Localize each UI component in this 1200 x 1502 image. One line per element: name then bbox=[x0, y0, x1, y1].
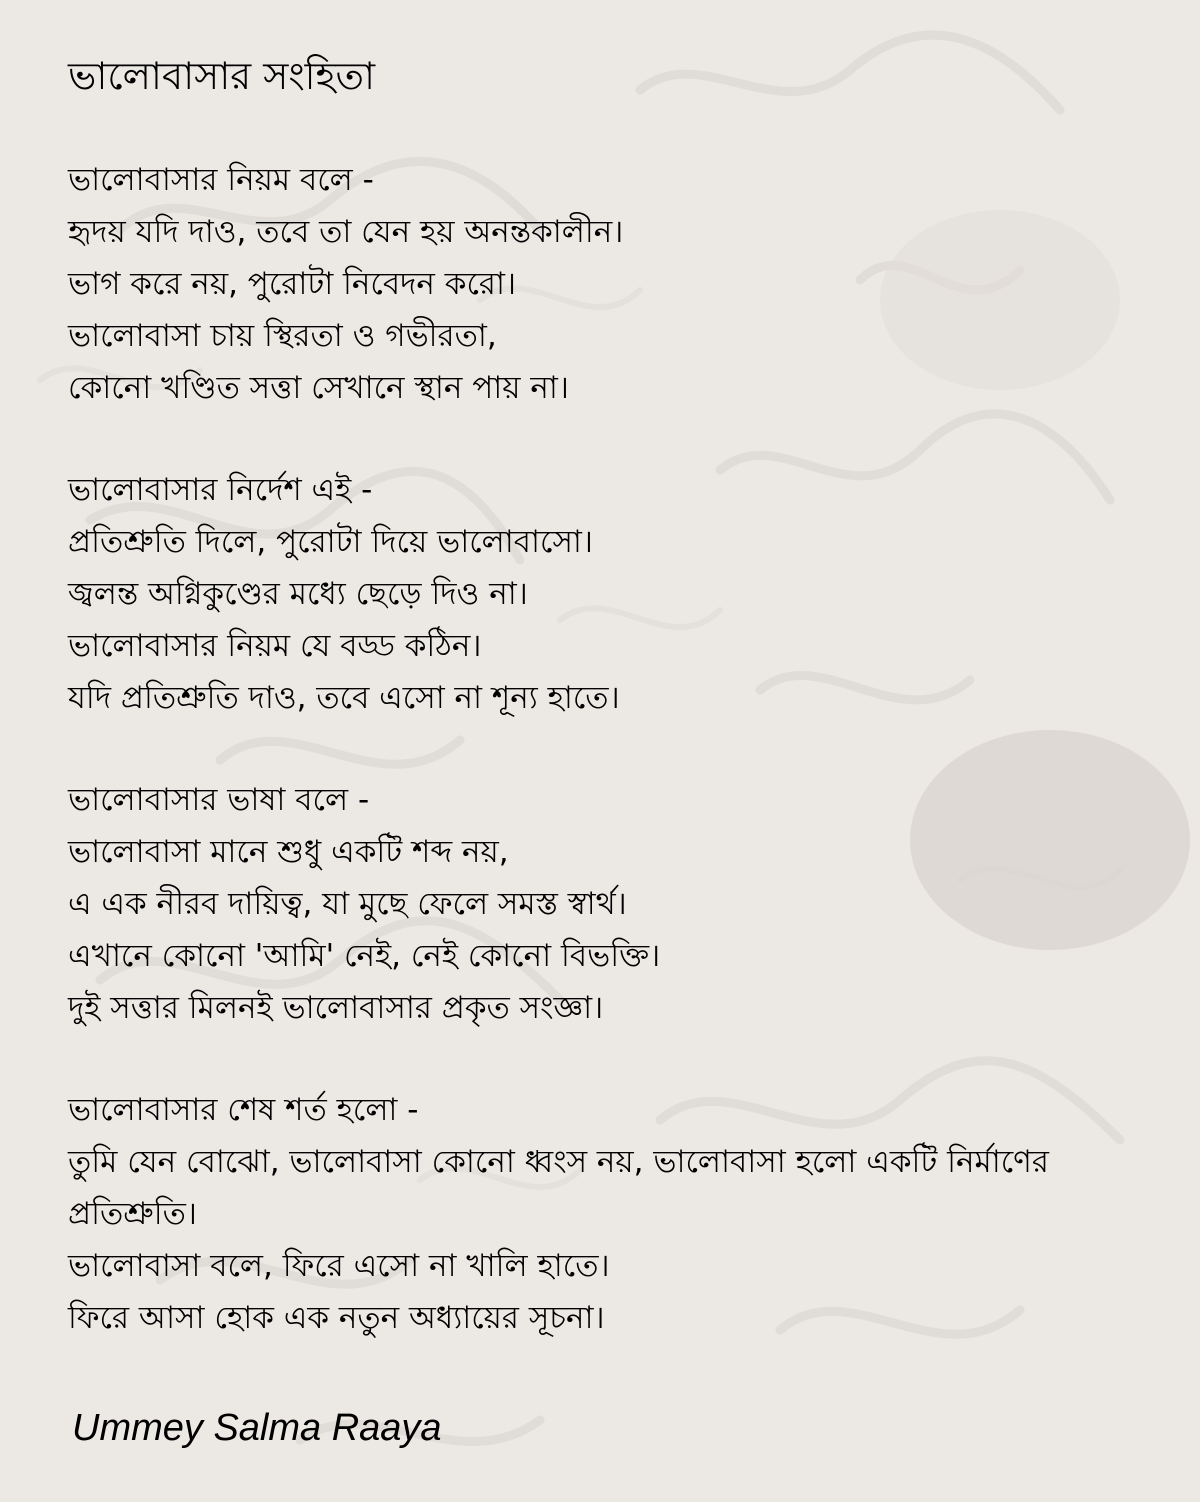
poem-line: দুই সত্তার মিলনই ভালোবাসার প্রকৃত সংজ্ঞা। bbox=[68, 990, 604, 1026]
poem-line: ভালোবাসা বলে, ফিরে এসো না খালি হাতে। bbox=[68, 1248, 610, 1284]
poem-line: তুমি যেন বোঝো, ভালোবাসা কোনো ধ্বংস নয়, ভালোবাসা হলো একটি নির্মাণের bbox=[68, 1144, 1049, 1180]
poem-line: কোনো খণ্ডিত সত্তা সেখানে স্থান পায় না। bbox=[68, 370, 569, 406]
poem-line: যদি প্রতিশ্রুতি দাও, তবে এসো না শূন্য হাতে। bbox=[68, 680, 620, 716]
stanza-1 bbox=[68, 154, 1168, 414]
stanza-4 bbox=[68, 1084, 1168, 1344]
poem-line: ভালোবাসার শেষ শর্ত হলো - bbox=[68, 1092, 419, 1128]
poem-line: ভালোবাসার নির্দেশ এই - bbox=[68, 472, 373, 508]
poem-line: ভালোবাসা চায় স্থিরতা ও গভীরতা, bbox=[68, 318, 497, 354]
poem-line: ভালোবাসার নিয়ম বলে - bbox=[68, 162, 374, 198]
author-signature: Ummey Salma Raaya bbox=[72, 1407, 442, 1449]
poem-line: ভাগ করে নয়, পুরোটা নিবেদন করো। bbox=[68, 266, 517, 302]
poem-line: এখানে কোনো 'আমি' নেই, নেই কোনো বিভক্তি। bbox=[68, 938, 661, 974]
poem-line: প্রতিশ্রুতি। bbox=[68, 1196, 197, 1232]
poem-line: এ এক নীরব দায়িত্ব, যা মুছে ফেলে সমস্ত স্বার্থ। bbox=[68, 886, 627, 922]
poem-line: হৃদয় যদি দাও, তবে তা যেন হয় অনন্তকালীন। bbox=[68, 214, 624, 250]
poem-line: ভালোবাসার নিয়ম যে বড্ড কঠিন। bbox=[68, 628, 482, 664]
poem-line: ফিরে আসা হোক এক নতুন অধ্যায়ের সূচনা। bbox=[68, 1300, 605, 1336]
stanza-2 bbox=[68, 464, 1168, 724]
poem-title: ভালোবাসার সংহিতা bbox=[68, 54, 376, 98]
poem-line: জ্বলন্ত অগ্নিকুণ্ডের মধ্যে ছেড়ে দিও না। bbox=[68, 576, 528, 612]
poem-line: ভালোবাসার ভাষা বলে - bbox=[68, 782, 370, 818]
stanza-3 bbox=[68, 774, 1168, 1034]
poem-body bbox=[68, 154, 1168, 1394]
poem-line: ভালোবাসা মানে শুধু একটি শব্দ নয়, bbox=[68, 834, 509, 870]
poem-line: প্রতিশ্রুতি দিলে, পুরোটা দিয়ে ভালোবাসো। bbox=[68, 524, 593, 560]
